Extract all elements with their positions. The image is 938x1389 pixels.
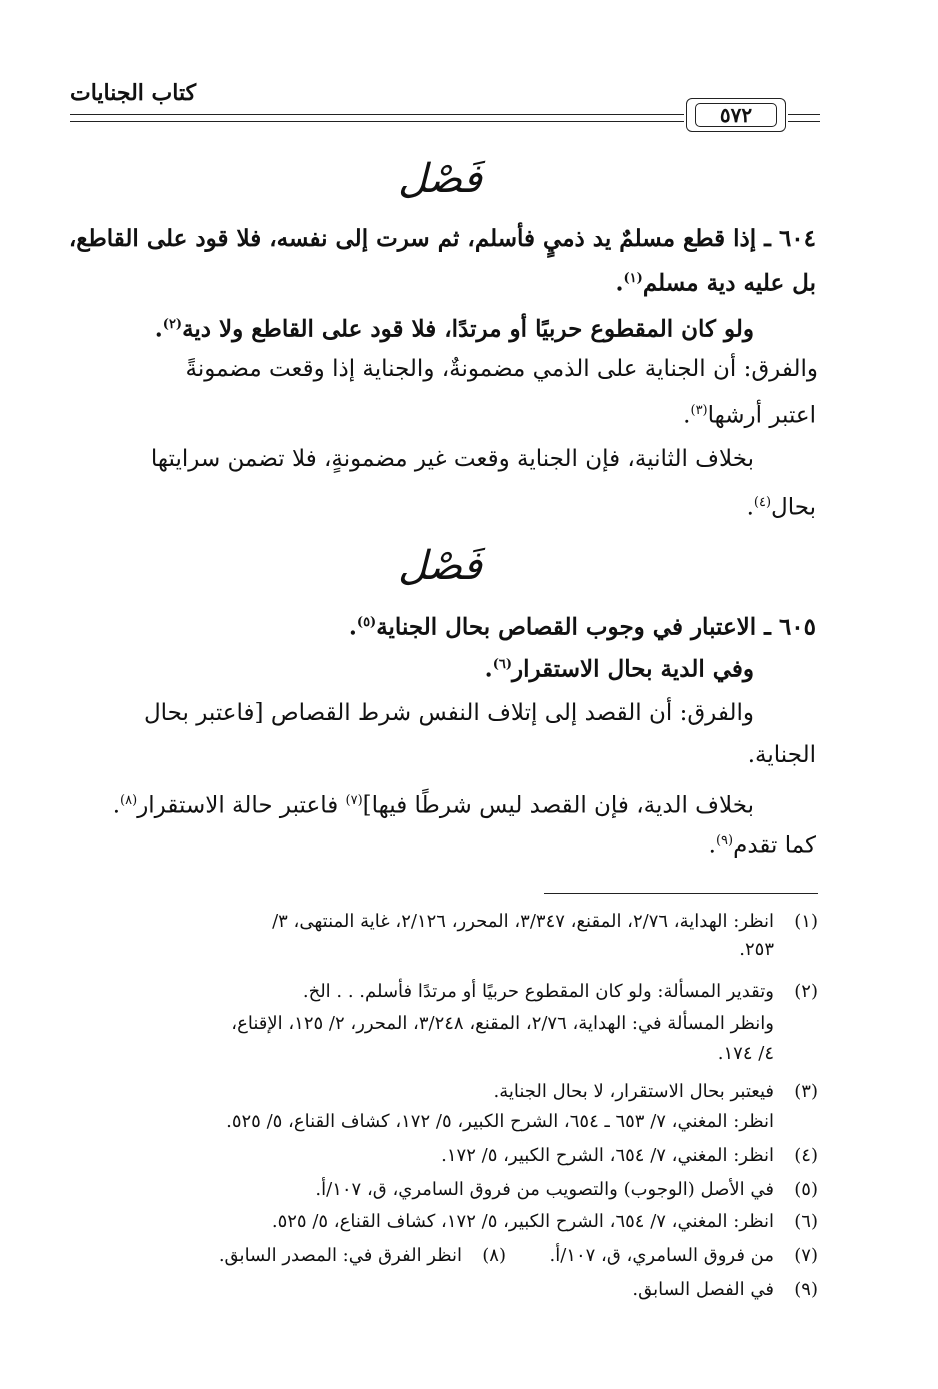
footnote: (١)انظر: الهداية، ٢/٧٦، المقنع، ٣/٣٤٧، المحرر، ٢/١٢٦، غاية المنتهى، ٣/ — [272, 911, 818, 932]
text-line: اعتبر أرشها$^{(٣)}$. — [683, 402, 816, 429]
footnote-marker: (٤) — [753, 495, 772, 510]
footnote-marker: (٣) — [690, 403, 708, 418]
footnote: (٦)انظر: المغني، ٧/ ٦٥٤، الشرح الكبير، ٥/ ١٧٢، كشاف القناع، ٥/ ٥٢٥. — [271, 1211, 818, 1232]
text-line: بخلاف الثانية، فإن الجناية وقعت غير مضمونةٍ، فلا تضمن سرايتها — [150, 446, 754, 472]
header-rule-top — [70, 114, 684, 115]
text-line: وفي الدية بحال الاستقرار$^{(٦)}$. — [484, 655, 754, 683]
header-rule-right-bottom — [788, 121, 820, 122]
footnote-continuation: وانظر المسألة في: الهداية، ٢/٧٦، المقنع، ٣/٢٤٨، المحرر، ٢/ ١٢٥، الإقناع، — [231, 1013, 774, 1034]
footnote: (٨)انظر الفرق في: المصدر السابق. — [218, 1245, 506, 1266]
section-title-1: فَصْل — [397, 156, 483, 202]
text-line: الجناية. — [747, 742, 816, 768]
text-line: بخلاف الدية، فإن القصد ليس شرطًا فيها]$^{(٧)}$ فاعتبر حالة الاستقرار$^{(٨)}$. — [112, 792, 754, 819]
running-head: كتاب الجنايات — [70, 80, 197, 106]
footnote: (٤)انظر: المغني، ٧/ ٦٥٤، الشرح الكبير، ٥/ ١٧٢. — [441, 1145, 818, 1166]
footnote-marker: (٩) — [715, 833, 734, 848]
footnote: (٩)في الفصل السابق. — [632, 1279, 818, 1300]
footnote-continuation: انظر: المغني، ٧/ ٦٥٣ ـ ٦٥٤، الشرح الكبير، ٥/ ١٧٢، كشاف القناع، ٥/ ٥٢٥. — [226, 1111, 774, 1132]
footnote-continuation: ٤/ ١٧٤. — [717, 1043, 774, 1064]
text-line: والفرق: أن القصد إلى إتلاف النفس شرط القصاص [فاعتبر بحال — [143, 700, 754, 726]
page-number-frame — [686, 98, 786, 132]
text-line: كما تقدم$^{(٩)}$. — [708, 832, 816, 859]
text-line: ٦٠٤ ـ إذا قطع مسلمٌ يد ذميٍ فأسلم، ثم سرت إلى نفسه، فلا قود على القاطع، — [68, 225, 816, 252]
footnote-marker: (٧) — [345, 793, 363, 808]
header-rule-bottom — [70, 121, 684, 122]
text-line: بل عليه دية مسلم$^{(١)}$. — [615, 269, 816, 297]
text-line: ولو كان المقطوع حربيًا أو مرتدًا، فلا قود على القاطع ولا دية$^{(٢)}$. — [154, 315, 754, 343]
footnote-continuation: ٢٥٣. — [739, 939, 774, 960]
page-number: ٥٧٢ — [695, 103, 777, 127]
footnote: (٣)فيعتبر بحال الاستقرار، لا بحال الجناية. — [493, 1081, 818, 1102]
footnote-marker: (٦) — [492, 657, 512, 672]
section-title-2: فَصْل — [397, 543, 483, 589]
footnote-marker: (١) — [623, 271, 643, 286]
footnote-marker: (٥) — [356, 615, 377, 630]
footnote: (٢)وتقدير المسألة: ولو كان المقطوع حربيًا أو مرتدًا فأسلم. . . الخ. — [302, 981, 818, 1002]
footnote-marker: (٢) — [162, 317, 183, 332]
text-line: والفرق: أن الجناية على الذمي مضمونةٌ، والجناية إذا وقعت مضمونةً — [185, 356, 818, 382]
footnote: (٧)من فروق السامري، ق، ١٠٧/أ. — [549, 1245, 818, 1266]
text-line: ٦٠٥ ـ الاعتبار في وجوب القصاص بحال الجناية$^{(٥)}$. — [348, 613, 816, 641]
footnote-marker: (٨) — [120, 793, 138, 808]
text-line: بحال$^{(٤)}$. — [746, 494, 816, 521]
footnote-separator — [544, 893, 818, 894]
header-rule-right-top — [788, 114, 820, 115]
footnote: (٥)في الأصل (الوجوب) والتصويب من فروق السامري، ق، ١٠٧/أ. — [315, 1179, 818, 1200]
